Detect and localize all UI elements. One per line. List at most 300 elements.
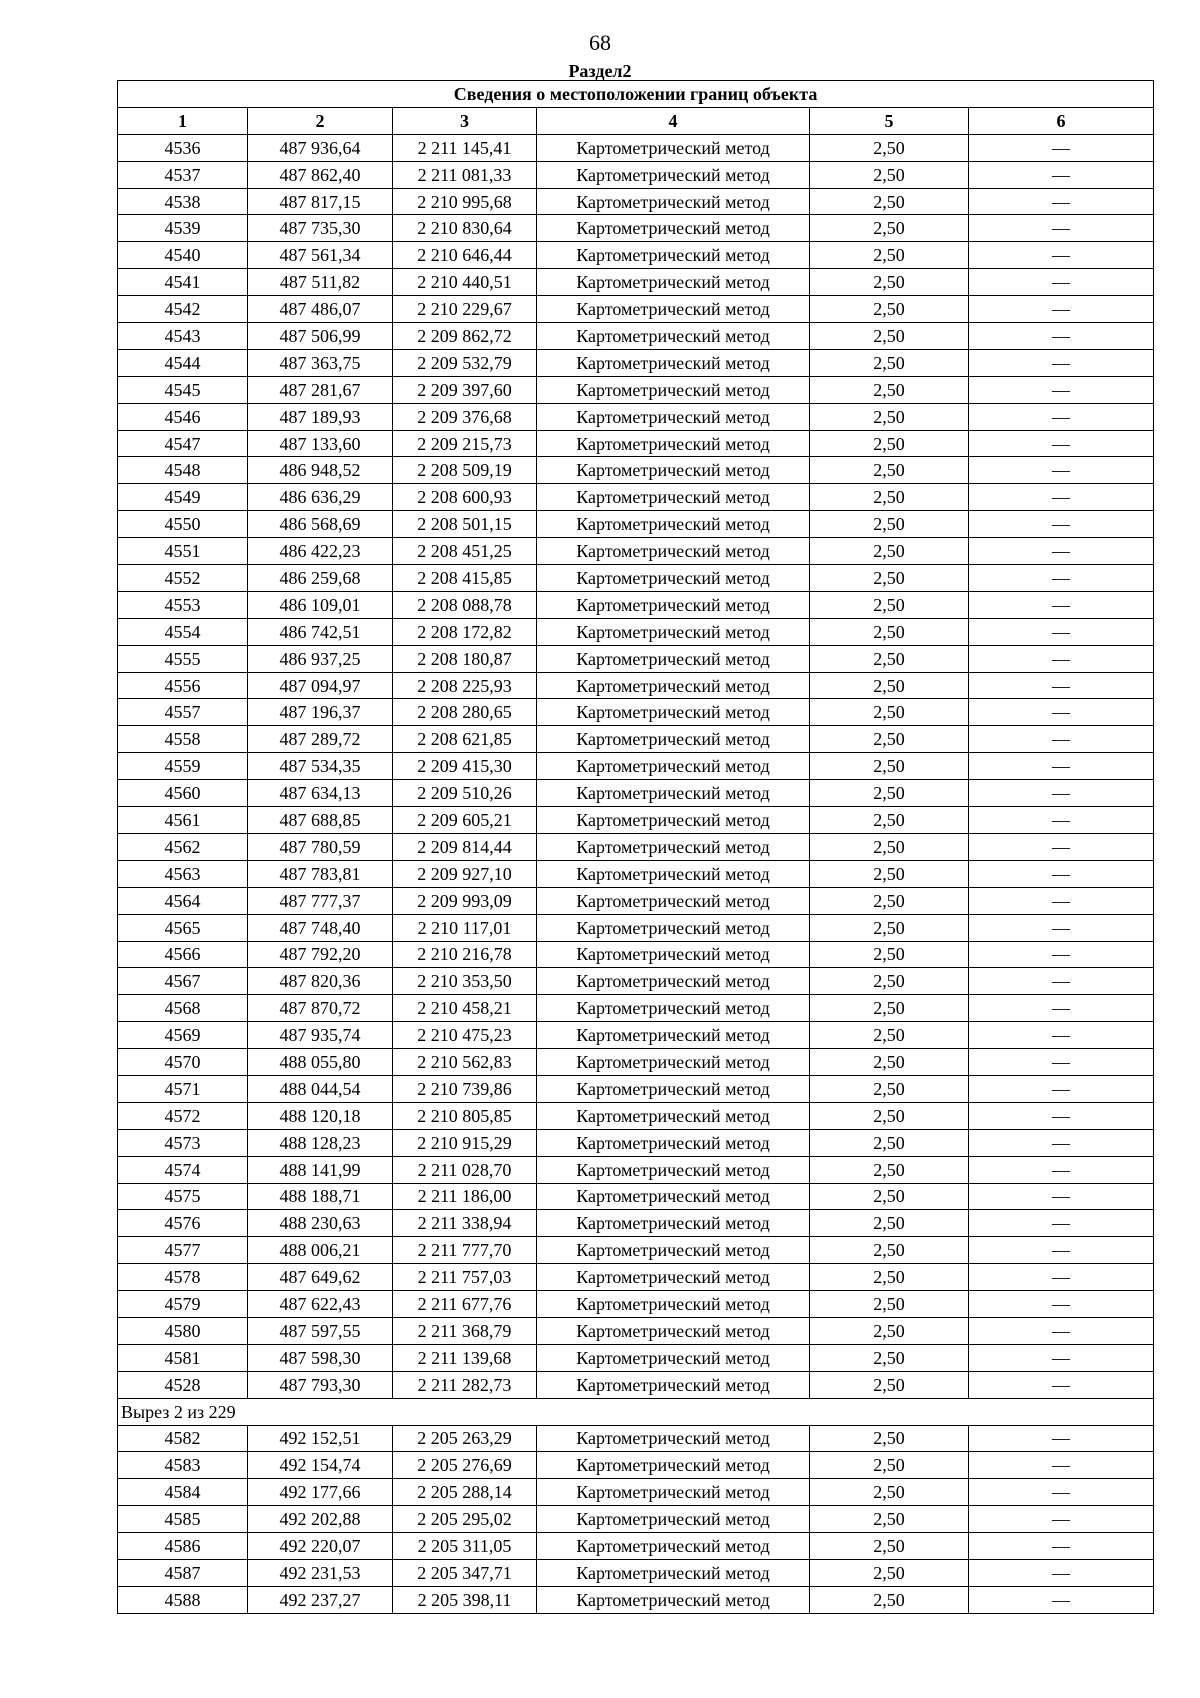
point-number-cell: 4557 [118, 699, 248, 726]
table-row [118, 1156, 1154, 1183]
x-coordinate-cell: 487 634,13 [248, 780, 393, 807]
y-coordinate-cell: 2 210 229,67 [393, 296, 537, 323]
note-cell: — [969, 457, 1154, 484]
note-cell: — [969, 887, 1154, 914]
point-number-cell: 4558 [118, 726, 248, 753]
x-coordinate-cell: 487 748,40 [248, 914, 393, 941]
method-cell: Картометрический метод [537, 1506, 810, 1533]
point-number-cell: 4550 [118, 511, 248, 538]
note-cell: — [969, 1102, 1154, 1129]
x-coordinate-cell: 487 561,34 [248, 242, 393, 269]
method-cell: Картометрический метод [537, 269, 810, 296]
note-cell: — [969, 1559, 1154, 1586]
note-cell: — [969, 1237, 1154, 1264]
table-row [118, 780, 1154, 807]
x-coordinate-cell: 488 188,71 [248, 1183, 393, 1210]
point-number-cell: 4546 [118, 403, 248, 430]
x-coordinate-cell: 488 141,99 [248, 1156, 393, 1183]
table-row [118, 1371, 1154, 1398]
table-row [118, 726, 1154, 753]
x-coordinate-cell: 488 230,63 [248, 1210, 393, 1237]
accuracy-cell: 2,50 [810, 887, 969, 914]
y-coordinate-cell: 2 205 263,29 [393, 1425, 537, 1452]
note-cell: — [969, 1479, 1154, 1506]
y-coordinate-cell: 2 210 440,51 [393, 269, 537, 296]
table-row [118, 1102, 1154, 1129]
method-cell: Картометрический метод [537, 376, 810, 403]
x-coordinate-cell: 487 534,35 [248, 753, 393, 780]
y-coordinate-cell: 2 210 475,23 [393, 1022, 537, 1049]
table-row [118, 269, 1154, 296]
table-row [118, 511, 1154, 538]
accuracy-cell: 2,50 [810, 134, 969, 161]
accuracy-cell: 2,50 [810, 591, 969, 618]
method-cell: Картометрический метод [537, 995, 810, 1022]
method-cell: Картометрический метод [537, 914, 810, 941]
note-cell: — [969, 565, 1154, 592]
accuracy-cell: 2,50 [810, 726, 969, 753]
table-row [118, 457, 1154, 484]
note-cell: — [969, 1210, 1154, 1237]
x-coordinate-cell: 487 189,93 [248, 403, 393, 430]
y-coordinate-cell: 2 208 600,93 [393, 484, 537, 511]
note-cell: — [969, 269, 1154, 296]
accuracy-cell: 2,50 [810, 1022, 969, 1049]
point-number-cell: 4578 [118, 1264, 248, 1291]
point-number-cell: 4561 [118, 807, 248, 834]
point-number-cell: 4552 [118, 565, 248, 592]
y-coordinate-cell: 2 208 280,65 [393, 699, 537, 726]
note-cell: — [969, 403, 1154, 430]
note-cell: — [969, 1183, 1154, 1210]
y-coordinate-cell: 2 205 311,05 [393, 1533, 537, 1560]
accuracy-cell: 2,50 [810, 807, 969, 834]
table-row [118, 618, 1154, 645]
point-number-cell: 4528 [118, 1371, 248, 1398]
column-header: 4 [537, 107, 810, 134]
x-coordinate-cell: 486 937,25 [248, 645, 393, 672]
table-row [118, 753, 1154, 780]
accuracy-cell: 2,50 [810, 269, 969, 296]
note-cell: — [969, 968, 1154, 995]
point-number-cell: 4537 [118, 161, 248, 188]
x-coordinate-cell: 486 422,23 [248, 538, 393, 565]
table-title: Сведения о местоположении границ объекта [118, 81, 1154, 108]
point-number-cell: 4572 [118, 1102, 248, 1129]
accuracy-cell: 2,50 [810, 1075, 969, 1102]
point-number-cell: 4581 [118, 1344, 248, 1371]
method-cell: Картометрический метод [537, 1264, 810, 1291]
accuracy-cell: 2,50 [810, 1156, 969, 1183]
accuracy-cell: 2,50 [810, 860, 969, 887]
y-coordinate-cell: 2 209 376,68 [393, 403, 537, 430]
note-cell: — [969, 833, 1154, 860]
note-cell: — [969, 726, 1154, 753]
note-cell: — [969, 1344, 1154, 1371]
subsection-label: Вырез 2 из 229 [118, 1398, 1154, 1425]
method-cell: Картометрический метод [537, 753, 810, 780]
note-cell: — [969, 188, 1154, 215]
method-cell: Картометрический метод [537, 134, 810, 161]
method-cell: Картометрический метод [537, 699, 810, 726]
x-coordinate-cell: 487 133,60 [248, 430, 393, 457]
point-number-cell: 4562 [118, 833, 248, 860]
y-coordinate-cell: 2 210 995,68 [393, 188, 537, 215]
note-cell: — [969, 1533, 1154, 1560]
y-coordinate-cell: 2 209 510,26 [393, 780, 537, 807]
note-cell: — [969, 430, 1154, 457]
x-coordinate-cell: 487 820,36 [248, 968, 393, 995]
table-row [118, 161, 1154, 188]
y-coordinate-cell: 2 208 180,87 [393, 645, 537, 672]
method-cell: Картометрический метод [537, 941, 810, 968]
point-number-cell: 4573 [118, 1129, 248, 1156]
y-coordinate-cell: 2 211 028,70 [393, 1156, 537, 1183]
note-cell: — [969, 1586, 1154, 1613]
method-cell: Картометрический метод [537, 807, 810, 834]
table-row [118, 538, 1154, 565]
x-coordinate-cell: 488 128,23 [248, 1129, 393, 1156]
method-cell: Картометрический метод [537, 565, 810, 592]
point-number-cell: 4566 [118, 941, 248, 968]
y-coordinate-cell: 2 210 805,85 [393, 1102, 537, 1129]
x-coordinate-cell: 492 154,74 [248, 1452, 393, 1479]
note-cell: — [969, 645, 1154, 672]
accuracy-cell: 2,50 [810, 1586, 969, 1613]
point-number-cell: 4575 [118, 1183, 248, 1210]
note-cell: — [969, 511, 1154, 538]
y-coordinate-cell: 2 208 088,78 [393, 591, 537, 618]
x-coordinate-cell: 492 237,27 [248, 1586, 393, 1613]
point-number-cell: 4584 [118, 1479, 248, 1506]
y-coordinate-cell: 2 209 927,10 [393, 860, 537, 887]
method-cell: Картометрический метод [537, 215, 810, 242]
table-row [118, 296, 1154, 323]
y-coordinate-cell: 2 208 509,19 [393, 457, 537, 484]
method-cell: Картометрический метод [537, 1291, 810, 1318]
x-coordinate-cell: 487 622,43 [248, 1291, 393, 1318]
method-cell: Картометрический метод [537, 833, 810, 860]
point-number-cell: 4547 [118, 430, 248, 457]
table-row [118, 1533, 1154, 1560]
method-cell: Картометрический метод [537, 1586, 810, 1613]
point-number-cell: 4588 [118, 1586, 248, 1613]
method-cell: Картометрический метод [537, 618, 810, 645]
accuracy-cell: 2,50 [810, 780, 969, 807]
x-coordinate-cell: 486 568,69 [248, 511, 393, 538]
note-cell: — [969, 618, 1154, 645]
column-number-row [118, 107, 1154, 134]
y-coordinate-cell: 2 208 172,82 [393, 618, 537, 645]
y-coordinate-cell: 2 210 562,83 [393, 1049, 537, 1076]
note-cell: — [969, 323, 1154, 350]
column-header: 6 [969, 107, 1154, 134]
y-coordinate-cell: 2 211 081,33 [393, 161, 537, 188]
table-row [118, 1129, 1154, 1156]
accuracy-cell: 2,50 [810, 242, 969, 269]
method-cell: Картометрический метод [537, 1210, 810, 1237]
y-coordinate-cell: 2 211 777,70 [393, 1237, 537, 1264]
y-coordinate-cell: 2 208 621,85 [393, 726, 537, 753]
accuracy-cell: 2,50 [810, 995, 969, 1022]
method-cell: Картометрический метод [537, 188, 810, 215]
point-number-cell: 4548 [118, 457, 248, 484]
point-number-cell: 4553 [118, 591, 248, 618]
method-cell: Картометрический метод [537, 1425, 810, 1452]
x-coordinate-cell: 487 289,72 [248, 726, 393, 753]
note-cell: — [969, 1317, 1154, 1344]
accuracy-cell: 2,50 [810, 1291, 969, 1318]
point-number-cell: 4563 [118, 860, 248, 887]
x-coordinate-cell: 488 044,54 [248, 1075, 393, 1102]
method-cell: Картометрический метод [537, 538, 810, 565]
y-coordinate-cell: 2 205 288,14 [393, 1479, 537, 1506]
accuracy-cell: 2,50 [810, 1264, 969, 1291]
point-number-cell: 4583 [118, 1452, 248, 1479]
accuracy-cell: 2,50 [810, 161, 969, 188]
method-cell: Картометрический метод [537, 242, 810, 269]
accuracy-cell: 2,50 [810, 941, 969, 968]
point-number-cell: 4585 [118, 1506, 248, 1533]
x-coordinate-cell: 487 870,72 [248, 995, 393, 1022]
note-cell: — [969, 215, 1154, 242]
accuracy-cell: 2,50 [810, 672, 969, 699]
method-cell: Картометрический метод [537, 1075, 810, 1102]
y-coordinate-cell: 2 211 338,94 [393, 1210, 537, 1237]
table-row [118, 699, 1154, 726]
method-cell: Картометрический метод [537, 780, 810, 807]
point-number-cell: 4582 [118, 1425, 248, 1452]
y-coordinate-cell: 2 210 353,50 [393, 968, 537, 995]
accuracy-cell: 2,50 [810, 376, 969, 403]
point-number-cell: 4554 [118, 618, 248, 645]
x-coordinate-cell: 487 935,74 [248, 1022, 393, 1049]
accuracy-cell: 2,50 [810, 1344, 969, 1371]
method-cell: Картометрический метод [537, 511, 810, 538]
x-coordinate-cell: 488 006,21 [248, 1237, 393, 1264]
note-cell: — [969, 753, 1154, 780]
table-row [118, 1452, 1154, 1479]
y-coordinate-cell: 2 211 186,00 [393, 1183, 537, 1210]
table-row [118, 995, 1154, 1022]
point-number-cell: 4540 [118, 242, 248, 269]
point-number-cell: 4569 [118, 1022, 248, 1049]
accuracy-cell: 2,50 [810, 1317, 969, 1344]
note-cell: — [969, 1425, 1154, 1452]
x-coordinate-cell: 487 862,40 [248, 161, 393, 188]
note-cell: — [969, 296, 1154, 323]
table-row [118, 215, 1154, 242]
y-coordinate-cell: 2 211 145,41 [393, 134, 537, 161]
column-header: 1 [118, 107, 248, 134]
point-number-cell: 4560 [118, 780, 248, 807]
x-coordinate-cell: 487 506,99 [248, 323, 393, 350]
table-row [118, 484, 1154, 511]
x-coordinate-cell: 486 259,68 [248, 565, 393, 592]
table-row [118, 914, 1154, 941]
section-label: Раздел2 [568, 61, 632, 81]
table-row [118, 1291, 1154, 1318]
accuracy-cell: 2,50 [810, 1425, 969, 1452]
accuracy-cell: 2,50 [810, 1371, 969, 1398]
y-coordinate-cell: 2 209 415,30 [393, 753, 537, 780]
note-cell: — [969, 995, 1154, 1022]
accuracy-cell: 2,50 [810, 215, 969, 242]
x-coordinate-cell: 486 109,01 [248, 591, 393, 618]
table-row [118, 1425, 1154, 1452]
y-coordinate-cell: 2 209 532,79 [393, 349, 537, 376]
y-coordinate-cell: 2 211 757,03 [393, 1264, 537, 1291]
accuracy-cell: 2,50 [810, 1506, 969, 1533]
accuracy-cell: 2,50 [810, 1183, 969, 1210]
method-cell: Картометрический метод [537, 323, 810, 350]
x-coordinate-cell: 487 793,30 [248, 1371, 393, 1398]
table-row [118, 887, 1154, 914]
point-number-cell: 4577 [118, 1237, 248, 1264]
table-title-row [118, 81, 1154, 108]
table-row [118, 565, 1154, 592]
note-cell: — [969, 242, 1154, 269]
x-coordinate-cell: 486 742,51 [248, 618, 393, 645]
method-cell: Картометрический метод [537, 1129, 810, 1156]
point-number-cell: 4544 [118, 349, 248, 376]
method-cell: Картометрический метод [537, 296, 810, 323]
y-coordinate-cell: 2 205 398,11 [393, 1586, 537, 1613]
y-coordinate-cell: 2 209 397,60 [393, 376, 537, 403]
x-coordinate-cell: 487 598,30 [248, 1344, 393, 1371]
accuracy-cell: 2,50 [810, 1102, 969, 1129]
point-number-cell: 4586 [118, 1533, 248, 1560]
accuracy-cell: 2,50 [810, 565, 969, 592]
method-cell: Картометрический метод [537, 161, 810, 188]
y-coordinate-cell: 2 208 501,15 [393, 511, 537, 538]
table-row [118, 349, 1154, 376]
point-number-cell: 4576 [118, 1210, 248, 1237]
note-cell: — [969, 780, 1154, 807]
accuracy-cell: 2,50 [810, 833, 969, 860]
method-cell: Картометрический метод [537, 672, 810, 699]
accuracy-cell: 2,50 [810, 699, 969, 726]
boundary-coordinates-table [117, 80, 1154, 1614]
accuracy-cell: 2,50 [810, 1129, 969, 1156]
x-coordinate-cell: 487 783,81 [248, 860, 393, 887]
x-coordinate-cell: 488 120,18 [248, 1102, 393, 1129]
accuracy-cell: 2,50 [810, 1479, 969, 1506]
x-coordinate-cell: 492 231,53 [248, 1559, 393, 1586]
x-coordinate-cell: 492 202,88 [248, 1506, 393, 1533]
method-cell: Картометрический метод [537, 645, 810, 672]
note-cell: — [969, 1129, 1154, 1156]
accuracy-cell: 2,50 [810, 1533, 969, 1560]
table-row [118, 645, 1154, 672]
point-number-cell: 4564 [118, 887, 248, 914]
table-row [118, 1183, 1154, 1210]
note-cell: — [969, 1075, 1154, 1102]
x-coordinate-cell: 487 597,55 [248, 1317, 393, 1344]
point-number-cell: 4580 [118, 1317, 248, 1344]
method-cell: Картометрический метод [537, 860, 810, 887]
point-number-cell: 4542 [118, 296, 248, 323]
y-coordinate-cell: 2 211 677,76 [393, 1291, 537, 1318]
note-cell: — [969, 1452, 1154, 1479]
point-number-cell: 4536 [118, 134, 248, 161]
note-cell: — [969, 1264, 1154, 1291]
table-body [118, 134, 1154, 1613]
table-row [118, 1022, 1154, 1049]
y-coordinate-cell: 2 210 458,21 [393, 995, 537, 1022]
table-row [118, 323, 1154, 350]
table-row [118, 833, 1154, 860]
y-coordinate-cell: 2 210 739,86 [393, 1075, 537, 1102]
method-cell: Картометрический метод [537, 726, 810, 753]
x-coordinate-cell: 492 177,66 [248, 1479, 393, 1506]
method-cell: Картометрический метод [537, 1022, 810, 1049]
point-number-cell: 4587 [118, 1559, 248, 1586]
note-cell: — [969, 807, 1154, 834]
y-coordinate-cell: 2 210 646,44 [393, 242, 537, 269]
accuracy-cell: 2,50 [810, 323, 969, 350]
table-row [118, 188, 1154, 215]
y-coordinate-cell: 2 210 915,29 [393, 1129, 537, 1156]
x-coordinate-cell: 487 817,15 [248, 188, 393, 215]
x-coordinate-cell: 487 486,07 [248, 296, 393, 323]
method-cell: Картометрический метод [537, 1533, 810, 1560]
accuracy-cell: 2,50 [810, 645, 969, 672]
y-coordinate-cell: 2 208 225,93 [393, 672, 537, 699]
y-coordinate-cell: 2 209 814,44 [393, 833, 537, 860]
note-cell: — [969, 914, 1154, 941]
note-cell: — [969, 699, 1154, 726]
point-number-cell: 4571 [118, 1075, 248, 1102]
method-cell: Картометрический метод [537, 403, 810, 430]
method-cell: Картометрический метод [537, 1452, 810, 1479]
method-cell: Картометрический метод [537, 1344, 810, 1371]
table-row [118, 1559, 1154, 1586]
note-cell: — [969, 134, 1154, 161]
table-row [118, 1075, 1154, 1102]
accuracy-cell: 2,50 [810, 1237, 969, 1264]
accuracy-cell: 2,50 [810, 349, 969, 376]
method-cell: Картометрический метод [537, 1559, 810, 1586]
table-row [118, 1210, 1154, 1237]
note-cell: — [969, 672, 1154, 699]
y-coordinate-cell: 2 208 415,85 [393, 565, 537, 592]
accuracy-cell: 2,50 [810, 1049, 969, 1076]
accuracy-cell: 2,50 [810, 484, 969, 511]
note-cell: — [969, 349, 1154, 376]
point-number-cell: 4567 [118, 968, 248, 995]
accuracy-cell: 2,50 [810, 1559, 969, 1586]
note-cell: — [969, 1022, 1154, 1049]
table-row [118, 1264, 1154, 1291]
table-row [118, 1344, 1154, 1371]
table-row [118, 1506, 1154, 1533]
method-cell: Картометрический метод [537, 1317, 810, 1344]
y-coordinate-cell: 2 210 216,78 [393, 941, 537, 968]
note-cell: — [969, 1371, 1154, 1398]
accuracy-cell: 2,50 [810, 968, 969, 995]
x-coordinate-cell: 487 735,30 [248, 215, 393, 242]
method-cell: Картометрический метод [537, 1237, 810, 1264]
y-coordinate-cell: 2 205 347,71 [393, 1559, 537, 1586]
x-coordinate-cell: 492 152,51 [248, 1425, 393, 1452]
y-coordinate-cell: 2 210 830,64 [393, 215, 537, 242]
x-coordinate-cell: 487 688,85 [248, 807, 393, 834]
y-coordinate-cell: 2 211 368,79 [393, 1317, 537, 1344]
table-row [118, 1586, 1154, 1613]
table-row [118, 1479, 1154, 1506]
table-row [118, 403, 1154, 430]
